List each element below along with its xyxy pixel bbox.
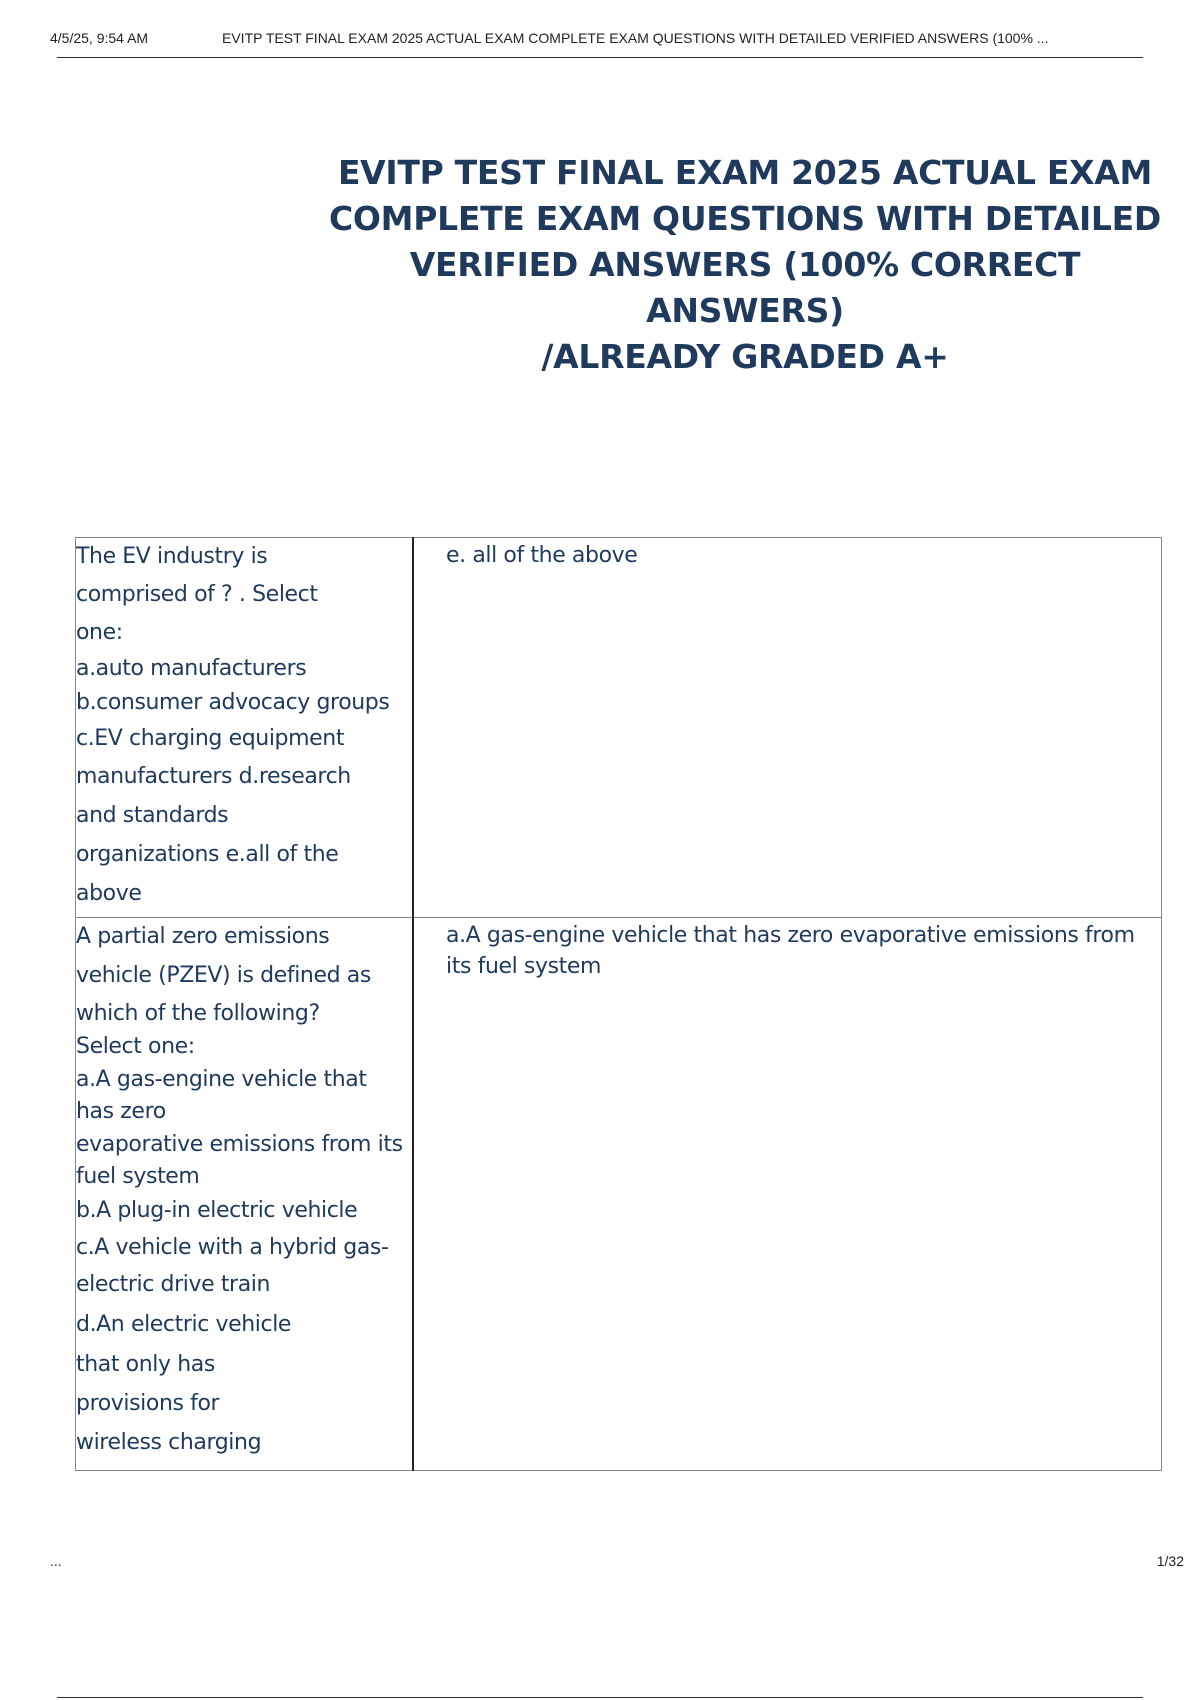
qa-row (76, 918, 1162, 1471)
question-line: organizations e.all of the (76, 842, 339, 867)
question-line: one: (76, 620, 123, 645)
question-line: vehicle (PZEV) is defined as (76, 963, 371, 988)
document-title-line: VERIFIED ANSWERS (100% CORRECT ANSWERS) (409, 245, 1081, 330)
answer-text: e. all of the above (446, 543, 638, 568)
qa-row (76, 538, 1162, 918)
question-line: has zero (76, 1099, 166, 1124)
question-cell (76, 538, 414, 918)
question-line: a.auto manufacturers (76, 656, 307, 681)
print-header-title: EVITP TEST FINAL EXAM 2025 ACTUAL EXAM COMPLETE EXAM QUESTIONS WITH DETAILED VERIFIED ANSWERS (100% ... (222, 30, 1049, 46)
qa-table (75, 537, 1162, 1471)
header-divider (57, 57, 1143, 58)
page-bottom-divider (57, 1697, 1143, 1698)
question-line: Select one: (76, 1034, 195, 1059)
question-line: fuel system (76, 1164, 200, 1189)
question-line: a.A gas-engine vehicle that (76, 1067, 367, 1092)
question-line: provisions for (76, 1391, 220, 1416)
question-line: b.consumer advocacy groups (76, 690, 390, 715)
document-title-line: COMPLETE EXAM QUESTIONS WITH DETAILED (329, 199, 1161, 238)
document-title-line: /ALREADY GRADED A+ (541, 337, 949, 376)
question-line: evaporative emissions from its (76, 1132, 403, 1157)
document-title (315, 150, 1175, 380)
question-line: electric drive train (76, 1272, 271, 1297)
question-line: b.A plug-in electric vehicle (76, 1198, 358, 1223)
print-footer-ellipsis: ... (50, 1553, 62, 1569)
question-line: A partial zero emissions (76, 924, 330, 949)
question-line: which of the following? (76, 1001, 320, 1026)
question-line: The EV industry is (76, 544, 268, 569)
question-line: above (76, 881, 142, 906)
question-line: that only has (76, 1352, 215, 1377)
question-line: d.An electric vehicle (76, 1312, 292, 1337)
question-cell (76, 918, 414, 1471)
document-title-line: EVITP TEST FINAL EXAM 2025 ACTUAL EXAM (337, 153, 1153, 192)
answer-cell (413, 918, 1162, 1471)
print-datetime: 4/5/25, 9:54 AM (50, 30, 149, 46)
question-line: and standards (76, 803, 229, 828)
page-number: 1/32 (1156, 1553, 1184, 1569)
question-line: manufacturers d.research (76, 764, 351, 789)
question-line: comprised of ? . Select (76, 582, 318, 607)
answer-cell (413, 538, 1162, 918)
question-line: c.EV charging equipment (76, 726, 345, 751)
answer-text: a.A gas-engine vehicle that has zero evaporative emissions from its fuel system (446, 923, 1135, 979)
question-line: c.A vehicle with a hybrid gas- (76, 1235, 389, 1260)
question-line: wireless charging (76, 1430, 262, 1455)
